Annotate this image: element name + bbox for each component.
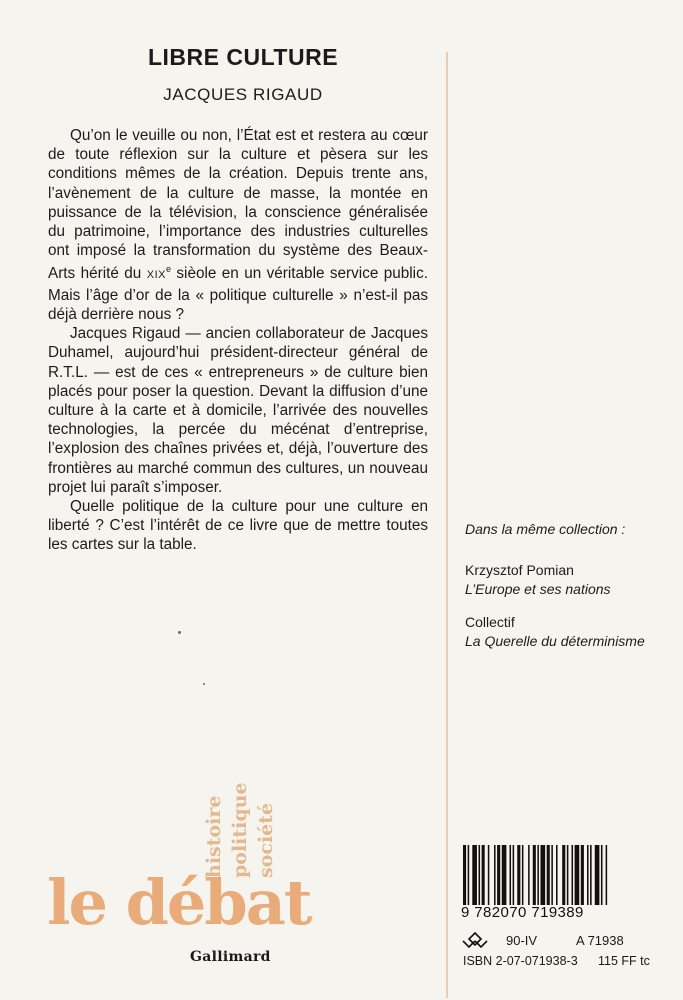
barcode-digits: 9 782070 719389 bbox=[461, 904, 584, 921]
barcode-bar bbox=[606, 845, 608, 905]
stock-code: 90-IV bbox=[506, 933, 538, 948]
column-divider bbox=[446, 52, 448, 998]
barcode-bar bbox=[502, 845, 507, 905]
barcode-bar bbox=[537, 845, 539, 905]
blurb-paragraph-3: Quelle politique de la culture pour une culture en liberté ? C’est l’intérêt de ce livre que de mettre toutes les cartes sur la table. bbox=[48, 497, 428, 554]
barcode-bar bbox=[541, 845, 546, 905]
blurb-paragraph-1: Qu’on le veuille ou non, l’État est et restera au cœur de toute réflexion sur la culture et pèsera sur les conditions mêmes de la création. Depuis trente ans, l’avènement de la culture de masse, la montée en puissance de la télévision, la conscience généralisée du patrimoine, l’importance des industries culturelles ont imposé la transformation du système des Beaux-Arts hérité du XIXe sièole en un véritable service public. Mais l’âge d’or de la « politique culturelle » n’est-il pas déjà derrière nous ? bbox=[48, 127, 428, 323]
gallimard-logo-icon bbox=[460, 931, 490, 951]
barcode-bar bbox=[587, 845, 589, 905]
barcode-bar bbox=[510, 845, 512, 905]
paper-speck bbox=[178, 631, 181, 634]
series-word-histoire: histoire bbox=[203, 795, 225, 878]
series-word-societe: société bbox=[255, 802, 277, 878]
barcode-bar bbox=[590, 845, 592, 905]
barcode-bar bbox=[472, 845, 477, 905]
barcode-bar bbox=[482, 845, 485, 905]
barcode-bar bbox=[551, 845, 553, 905]
isbn-row bbox=[463, 954, 678, 968]
barcode bbox=[461, 845, 666, 905]
collection-heading: Dans la même collection : bbox=[465, 521, 626, 537]
isbn: ISBN 2-07-071938-3 bbox=[463, 954, 578, 968]
book-author: JACQUES RIGAUD bbox=[163, 85, 323, 104]
barcode-bar bbox=[494, 845, 496, 905]
collection-item-title: La Querelle du déterminisme bbox=[465, 633, 645, 649]
barcode-bar bbox=[575, 845, 580, 905]
barcode-bar bbox=[572, 845, 574, 905]
barcode-bar bbox=[562, 845, 565, 905]
century-suffix: e bbox=[165, 264, 171, 275]
stock-row bbox=[460, 931, 670, 951]
barcode-bar bbox=[517, 845, 520, 905]
barcode-bar bbox=[601, 845, 603, 905]
reference-number: A 71938 bbox=[576, 933, 624, 948]
blurb bbox=[48, 126, 428, 555]
century-numeral: XIX bbox=[146, 269, 166, 282]
barcode-bar bbox=[533, 845, 536, 905]
collection-item bbox=[465, 561, 670, 599]
barcode-bar bbox=[528, 845, 530, 905]
barcode-bar bbox=[595, 845, 600, 905]
series-words bbox=[203, 782, 283, 878]
blurb-paragraph-2: Jacques Rigaud — ancien collaborateur de Jacques Duhamel, aujourd’hui président-directeur général de R.T.L. — est de ces « entrepreneurs » de culture bien placés pour poser la question. Devant la diffusion d’une culture à la carte et à domicile, l’arrivée des nouvelles technologies, la percée du mécénat d’entreprise, l’explosion des chaînes privées et, déjà, l’ouverture des frontières au marché commun des cultures, un nouveau projet lui paraît s’imposer. bbox=[48, 325, 428, 496]
barcode-bar bbox=[463, 845, 466, 905]
barcode-bar bbox=[513, 845, 515, 905]
book-title: LIBRE CULTURE bbox=[147, 44, 339, 70]
barcode-bar bbox=[468, 845, 470, 905]
collection-item-author: Krzysztof Pomian bbox=[465, 562, 574, 578]
series-word-politique: politique bbox=[229, 782, 251, 878]
barcode-bar bbox=[567, 845, 569, 905]
collection-item-author: Collectif bbox=[465, 614, 515, 630]
barcode-bar bbox=[479, 845, 481, 905]
collection-item-title: L’Europe et ses nations bbox=[465, 581, 611, 597]
barcode-bar bbox=[522, 845, 524, 905]
barcode-bar bbox=[497, 845, 500, 905]
series-logo: le débat bbox=[47, 866, 311, 939]
price: 115 FF tc bbox=[598, 954, 650, 968]
collection-item bbox=[465, 613, 670, 651]
barcode-bar bbox=[547, 845, 550, 905]
barcode-bars-icon bbox=[461, 845, 666, 905]
paper-speck bbox=[203, 683, 205, 685]
publisher-name: Gallimard bbox=[190, 949, 271, 965]
barcode-bar bbox=[556, 845, 558, 905]
barcode-bar bbox=[488, 845, 490, 905]
barcode-bar bbox=[581, 845, 584, 905]
